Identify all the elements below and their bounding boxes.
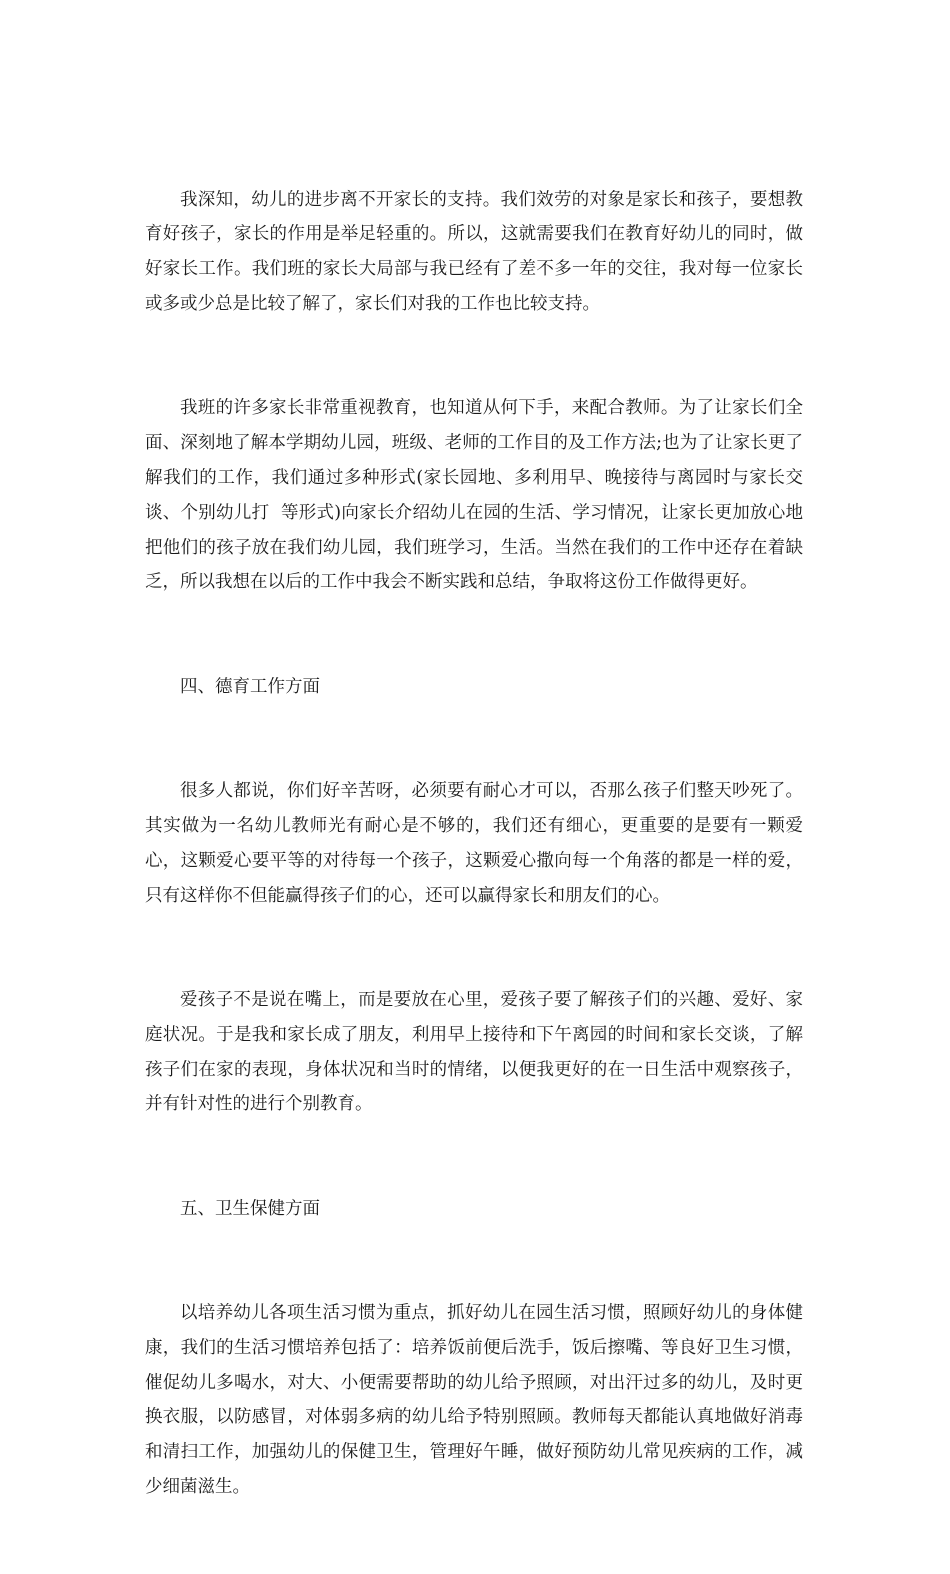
section-heading-moral-education: 四、德育工作方面 [180,676,320,697]
paragraph-love-children: 爱孩子不是说在嘴上，而是要放在心里，爱孩子要了解孩子们的兴趣、爱好、家庭状况。于是我和家长成了朋友，利用早上接待和下午离园的时间和家长交谈，了解孩子们在家的表现，身体状况和当时的情绪，以便我更好的在一日生活中观察孩子，并有针对性的进行个别教育。 [145,989,803,1115]
paragraph-parent-support: 我深知，幼儿的进步离不开家长的支持。我们效劳的对象是家长和孩子，要想教育好孩子，家长的作用是举足轻重的。所以，这就需要我们在教育好幼儿的同时，做好家长工作。我们班的家长大局部与我已经有了差不多一年的交往，我对每一位家长或多或少总是比较了解了，家长们对我的工作也比较支持。 [145,189,803,314]
paragraph-parent-cooperation: 我班的许多家长非常重视教育，也知道从何下手，来配合教师。为了让家长们全面、深刻地了解本学期幼儿园，班级、老师的工作目的及工作方法;也为了让家长更了解我们的工作，我们通过多种形式(家长园地、多利用早、晚接待与离园时与家长交谈、个别幼儿打 等形式)向家长介绍幼儿在园的生活、学习情况，让家长更加放心地把他们的孩子放在我们幼儿园，我们班学习，生活。当然在我们的工作中还存在着缺乏，所以我想在以后的工作中我会不断实践和总结，争取将这份工作做得更好。 [145,398,803,593]
document-body [145,113,803,1574]
section-heading-health-care: 五、卫生保健方面 [180,1198,320,1219]
paragraph-living-habits: 以培养幼儿各项生活习惯为重点，抓好幼儿在园生活习惯，照顾好幼儿的身体健康，我们的生活习惯培养包括了：培养饭前便后洗手，饭后擦嘴、等良好卫生习惯，催促幼儿多喝水，对大、小便需要帮助的幼儿给予照顾，对出汗过多的幼儿，及时更换衣服，以防感冒，对体弱多病的幼儿给予特别照顾。教师每天都能认真地做好消毒和清扫工作，加强幼儿的保健卫生，管理好午睡，做好预防幼儿常见疾病的工作，减少细菌滋生。 [145,1303,803,1498]
paragraph-patience-and-love: 很多人都说，你们好辛苦呀，必须要有耐心才可以，否那么孩子们整天吵死了。其实做为一名幼儿教师光有耐心是不够的，我们还有细心，更重要的是要有一颗爱心，这颗爱心要平等的对待每一个孩子，这颗爱心撒向每一个角落的都是一样的爱，只有这样你不但能赢得孩子们的心，还可以赢得家长和朋友们的心。 [145,781,803,906]
